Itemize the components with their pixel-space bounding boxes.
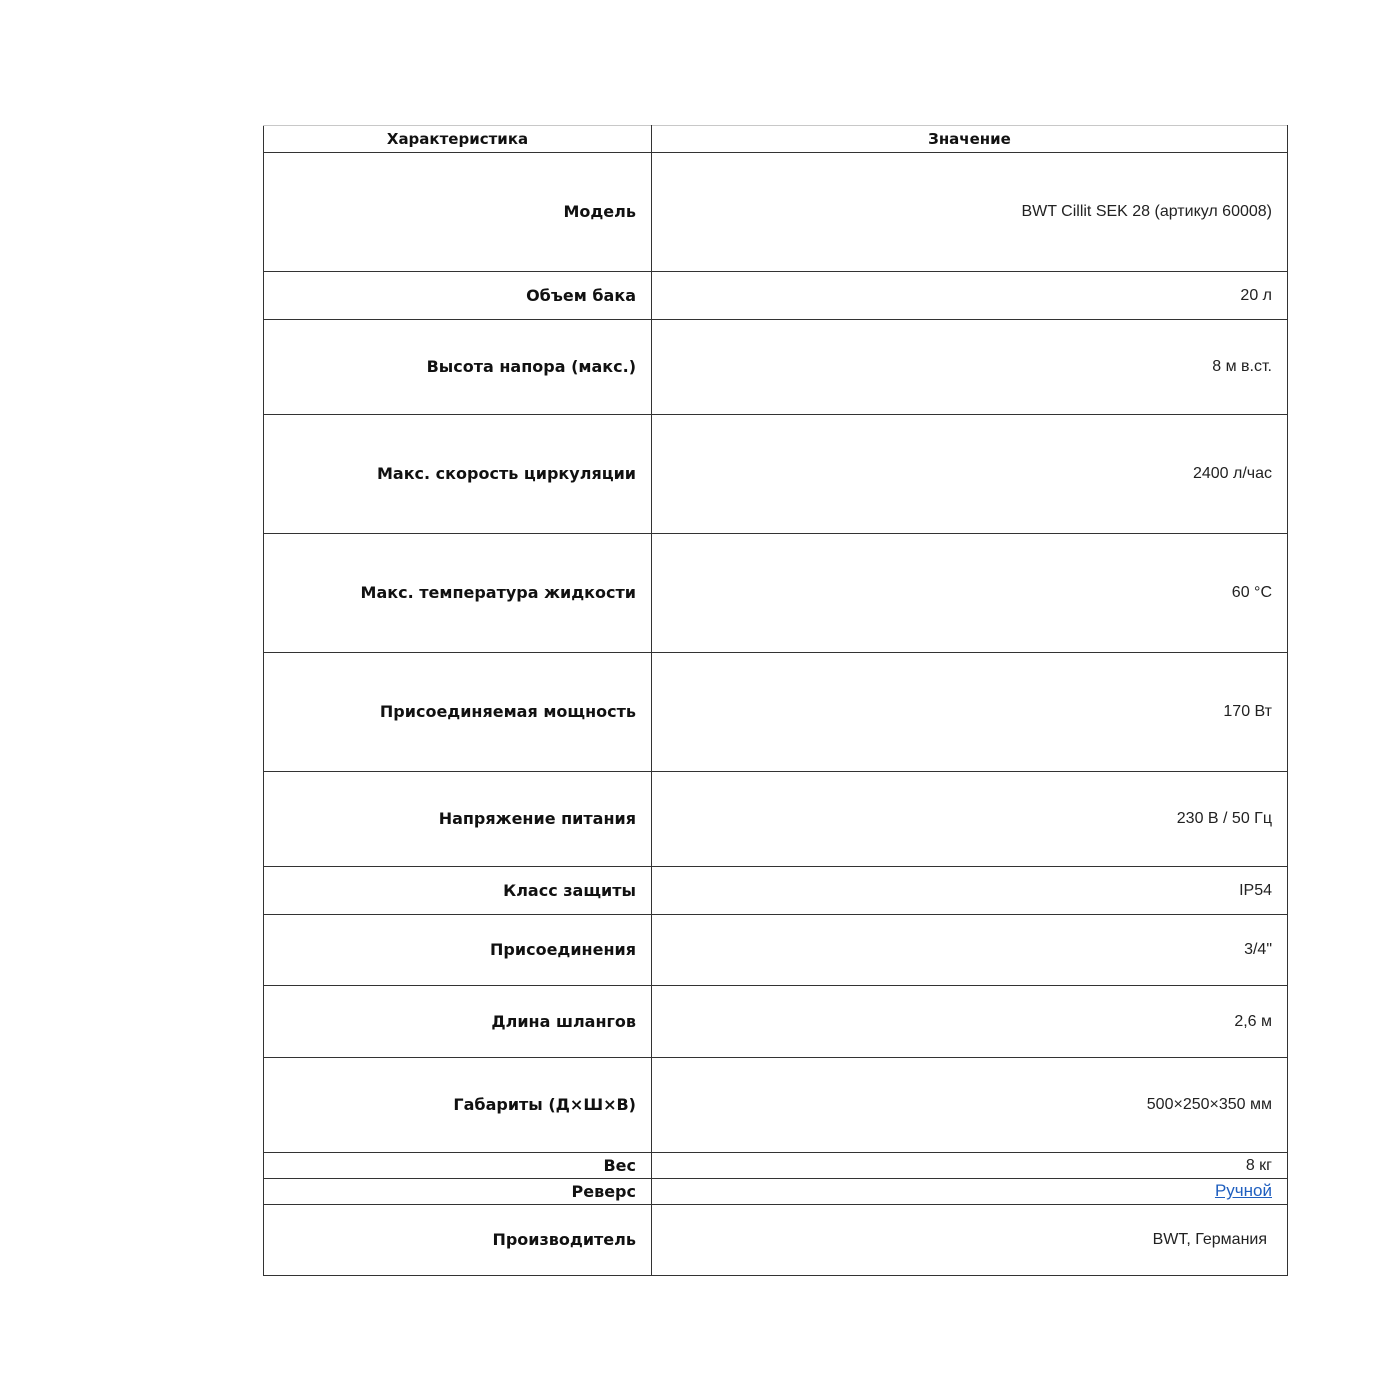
table-row	[264, 1058, 1288, 1153]
row-label: Объем бака	[264, 272, 652, 320]
row-label: Макс. температура жидкости	[264, 534, 652, 653]
column-header-characteristic: Характеристика	[264, 126, 652, 153]
table-row	[264, 272, 1288, 320]
row-value: 20 л	[652, 272, 1288, 320]
row-value: 60 °C	[652, 534, 1288, 653]
row-label: Напряжение питания	[264, 772, 652, 867]
row-label: Присоединяемая мощность	[264, 653, 652, 772]
row-value: 8 кг	[652, 1153, 1288, 1179]
row-value: 3/4"	[652, 915, 1288, 986]
row-label: Длина шлангов	[264, 986, 652, 1058]
spec-table	[263, 125, 1288, 1276]
row-value: 170 Вт	[652, 653, 1288, 772]
row-value: BWT, Германия	[652, 1205, 1288, 1276]
row-label: Габариты (Д×Ш×В)	[264, 1058, 652, 1153]
table-row	[264, 153, 1288, 272]
row-label: Класс защиты	[264, 867, 652, 915]
table-row	[264, 1179, 1288, 1205]
table-header-row	[264, 126, 1288, 153]
table-row	[264, 1153, 1288, 1179]
row-value	[652, 1179, 1288, 1205]
table-row	[264, 534, 1288, 653]
table-row	[264, 415, 1288, 534]
column-header-value: Значение	[652, 126, 1288, 153]
row-value: 2,6 м	[652, 986, 1288, 1058]
table-row	[264, 1205, 1288, 1276]
row-value: IP54	[652, 867, 1288, 915]
row-label: Высота напора (макс.)	[264, 320, 652, 415]
row-value: BWT Cillit SEK 28 (артикул 60008)	[652, 153, 1288, 272]
table-row	[264, 915, 1288, 986]
table-row	[264, 772, 1288, 867]
row-label: Вес	[264, 1153, 652, 1179]
table-row	[264, 986, 1288, 1058]
reverse-link[interactable]: Ручной	[1214, 1181, 1272, 1201]
table-row	[264, 867, 1288, 915]
table-row	[264, 320, 1288, 415]
row-label: Макс. скорость циркуляции	[264, 415, 652, 534]
table-row	[264, 653, 1288, 772]
row-label: Реверс	[264, 1179, 652, 1205]
row-label: Модель	[264, 153, 652, 272]
row-label: Присоединения	[264, 915, 652, 986]
row-value: 8 м в.ст.	[652, 320, 1288, 415]
row-label: Производитель	[264, 1205, 652, 1276]
row-value: 230 В / 50 Гц	[652, 772, 1288, 867]
row-value: 2400 л/час	[652, 415, 1288, 534]
row-value: 500×250×350 мм	[652, 1058, 1288, 1153]
